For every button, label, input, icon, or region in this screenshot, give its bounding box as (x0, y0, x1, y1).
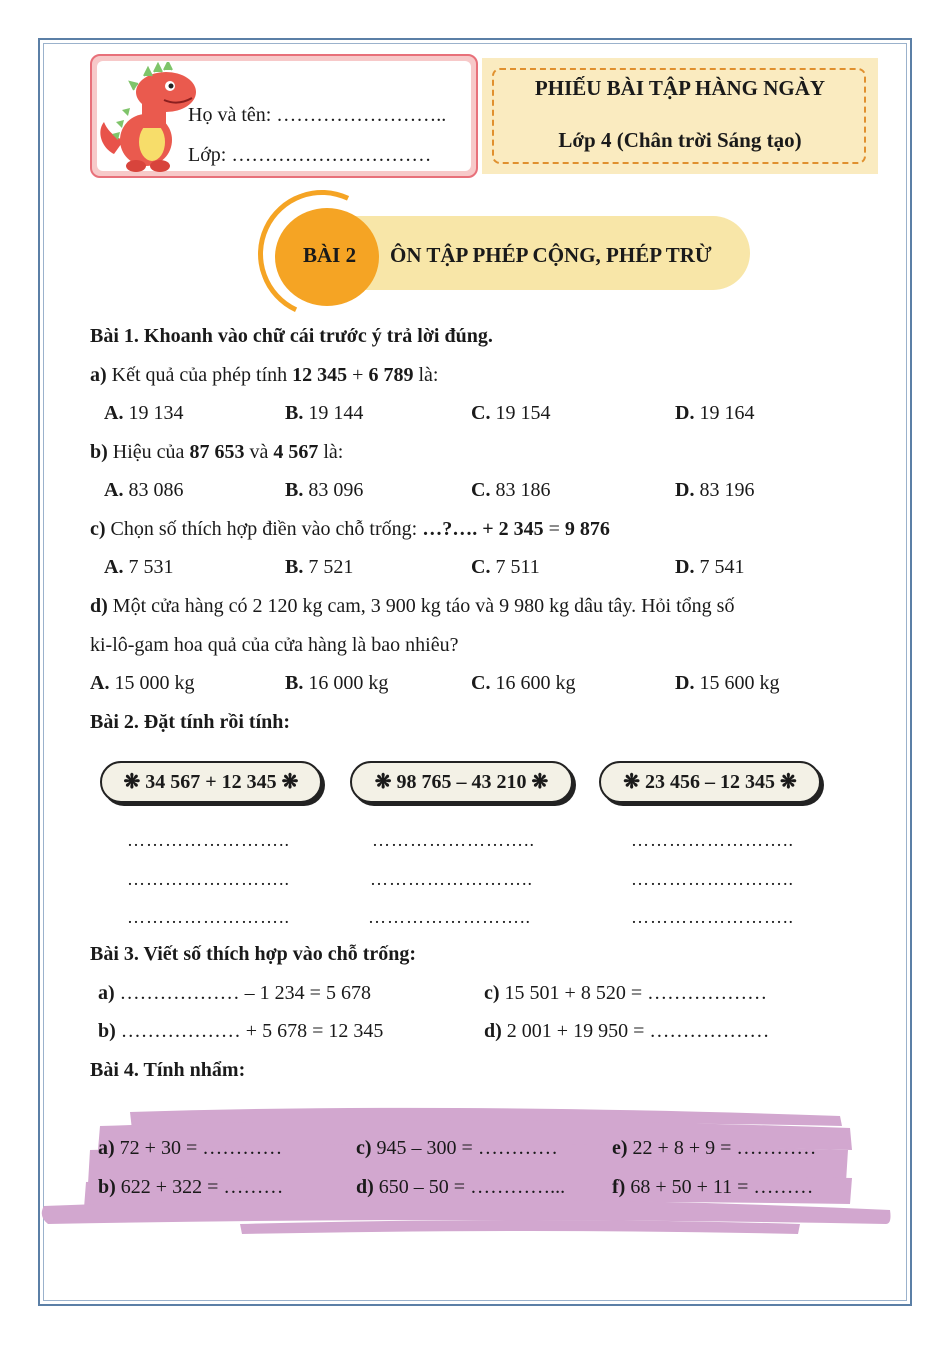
option-d-D[interactable]: D. 15 600 kg (675, 672, 780, 694)
option-b-B[interactable]: B. 83 096 (285, 479, 364, 501)
worksheet-title-box (482, 58, 878, 174)
bai2-problem-1: ❋ 34 567 + 12 345 ❋ (100, 761, 322, 803)
bai1-heading: Bài 1. Khoanh vào chữ cái trước ý trả lời đúng. (90, 325, 493, 347)
answer-line[interactable]: …………………….. (127, 830, 290, 850)
bai4-item-d[interactable]: d) 650 – 50 = …………... (356, 1176, 566, 1198)
worksheet-title: PHIẾU BÀI TẬP HÀNG NGÀY (534, 76, 826, 100)
option-a-C[interactable]: C. 19 154 (471, 402, 551, 424)
bai4-item-a[interactable]: a) 72 + 30 = ………… (98, 1137, 283, 1159)
option-c-C[interactable]: C. 7 511 (471, 556, 540, 578)
answer-line[interactable]: …………………….. (372, 830, 535, 850)
answer-line[interactable]: …………………….. (370, 869, 533, 889)
bai1-question-c: c) Chọn số thích hợp điền vào chỗ trống: …?…. + 2 345 = 9 876 (90, 518, 610, 540)
bai1-question-a: a) Kết quả của phép tính 12 345 + 6 789 là: (90, 364, 439, 386)
bai3-item-b[interactable]: b) ……………… + 5 678 = 12 345 (98, 1020, 384, 1042)
class-field: Lớp: ………………………… (188, 144, 432, 166)
bai4-item-e[interactable]: e) 22 + 8 + 9 = ………… (612, 1137, 817, 1159)
bai3-item-a[interactable]: a) ……………… – 1 234 = 5 678 (98, 982, 371, 1004)
option-b-D[interactable]: D. 83 196 (675, 479, 755, 501)
option-a-B[interactable]: B. 19 144 (285, 402, 364, 424)
option-d-C[interactable]: C. 16 600 kg (471, 672, 576, 694)
bai2-heading: Bài 2. Đặt tính rồi tính: (90, 711, 291, 733)
bai1-question-d-line1: d) Một cửa hàng có 2 120 kg cam, 3 900 kg táo và 9 980 kg dâu tây. Hỏi tổng số (90, 595, 735, 617)
option-d-B[interactable]: B. 16 000 kg (285, 672, 389, 694)
name-field: Họ và tên: …………………….. (188, 104, 447, 126)
student-info-box (90, 54, 478, 178)
option-c-A[interactable]: A. 7 531 (104, 556, 174, 578)
bai2-problem-3: ❋ 23 456 – 12 345 ❋ (599, 761, 821, 803)
bai1-question-b: b) Hiệu của 87 653 và 4 567 là: (90, 441, 344, 463)
option-c-B[interactable]: B. 7 521 (285, 556, 354, 578)
bai3-item-d[interactable]: d) 2 001 + 19 950 = ……………… (484, 1020, 770, 1042)
bai4-item-c[interactable]: c) 945 – 300 = ………… (356, 1137, 558, 1159)
lesson-number: BÀI 2 (303, 243, 357, 267)
answer-line[interactable]: …………………….. (631, 869, 794, 889)
lesson-title: ÔN TẬP PHÉP CỘNG, PHÉP TRỪ (390, 243, 712, 267)
option-b-C[interactable]: C. 83 186 (471, 479, 551, 501)
option-c-D[interactable]: D. 7 541 (675, 556, 745, 578)
option-a-A[interactable]: A. 19 134 (104, 402, 184, 424)
brush-stroke-background (40, 1100, 900, 1240)
worksheet-subtitle: Lớp 4 (Chân trời Sáng tạo) (558, 128, 802, 152)
answer-line[interactable]: …………………….. (127, 869, 290, 889)
bai3-item-c[interactable]: c) 15 501 + 8 520 = ……………… (484, 982, 768, 1004)
answer-line[interactable]: …………………….. (631, 907, 794, 927)
bai4-item-b[interactable]: b) 622 + 322 = ……… (98, 1176, 284, 1198)
option-b-A[interactable]: A. 83 086 (104, 479, 184, 501)
bai4-item-f[interactable]: f) 68 + 50 + 11 = ……… (612, 1176, 814, 1198)
answer-line[interactable]: …………………….. (631, 830, 794, 850)
bai3-heading: Bài 3. Viết số thích hợp vào chỗ trống: (90, 943, 417, 965)
bai2-problem-2: ❋ 98 765 – 43 210 ❋ (350, 761, 573, 803)
answer-line[interactable]: …………………….. (127, 907, 290, 927)
bai4-heading: Bài 4. Tính nhẩm: (90, 1059, 246, 1081)
answer-line[interactable]: …………………….. (368, 907, 531, 927)
option-a-D[interactable]: D. 19 164 (675, 402, 755, 424)
option-d-A[interactable]: A. 15 000 kg (90, 672, 195, 694)
bai1-question-d-line2: ki-lô-gam hoa quả của cửa hàng là bao nhiêu? (90, 634, 459, 656)
